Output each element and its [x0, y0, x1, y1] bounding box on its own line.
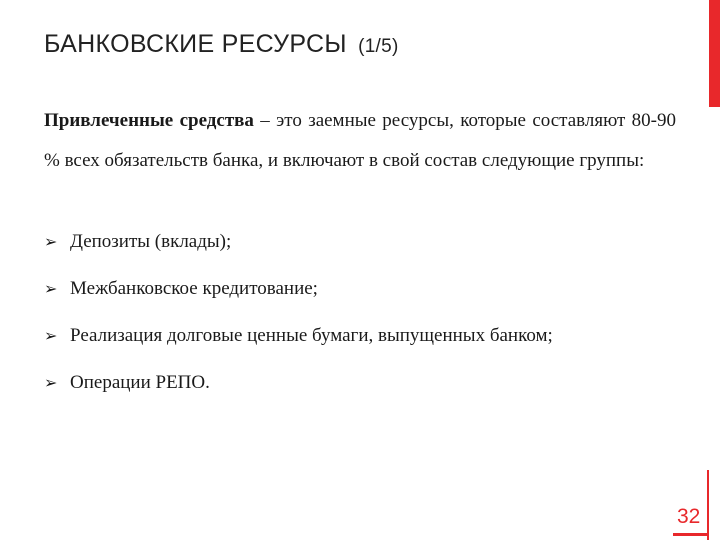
list-item: [44, 228, 553, 275]
intro-definition: – это заемные ресурсы, которые составляют 80-90 % всех обязательств банка, и включают в свой состав следующие группы:: [44, 110, 676, 171]
title-part: (1/5): [358, 36, 399, 57]
list-item-text: Реализация долговые ценные бумаги, выпущенных банком;: [70, 325, 553, 346]
intro-paragraph: [44, 101, 676, 181]
accent-bar: [709, 0, 720, 107]
title-text: БАНКОВСКИЕ РЕСУРСЫ: [44, 30, 347, 58]
arrow-bullet-icon: ➢: [44, 326, 58, 345]
slide-title: [44, 30, 399, 59]
arrow-bullet-icon: ➢: [44, 232, 58, 251]
page-number-rule: [707, 470, 709, 540]
arrow-bullet-icon: ➢: [44, 373, 58, 392]
bullet-list: [44, 228, 553, 416]
arrow-bullet-icon: ➢: [44, 279, 58, 298]
page-number: 32: [677, 505, 701, 528]
intro-term: Привлеченные средства: [44, 110, 254, 131]
list-item: [44, 322, 553, 369]
list-item-text: Операции РЕПО.: [70, 372, 210, 393]
list-item: [44, 369, 553, 416]
list-item: [44, 275, 553, 322]
list-item-text: Депозиты (вклады);: [70, 231, 232, 252]
page-number-underline: [673, 533, 709, 536]
list-item-text: Межбанковское кредитование;: [70, 278, 318, 299]
